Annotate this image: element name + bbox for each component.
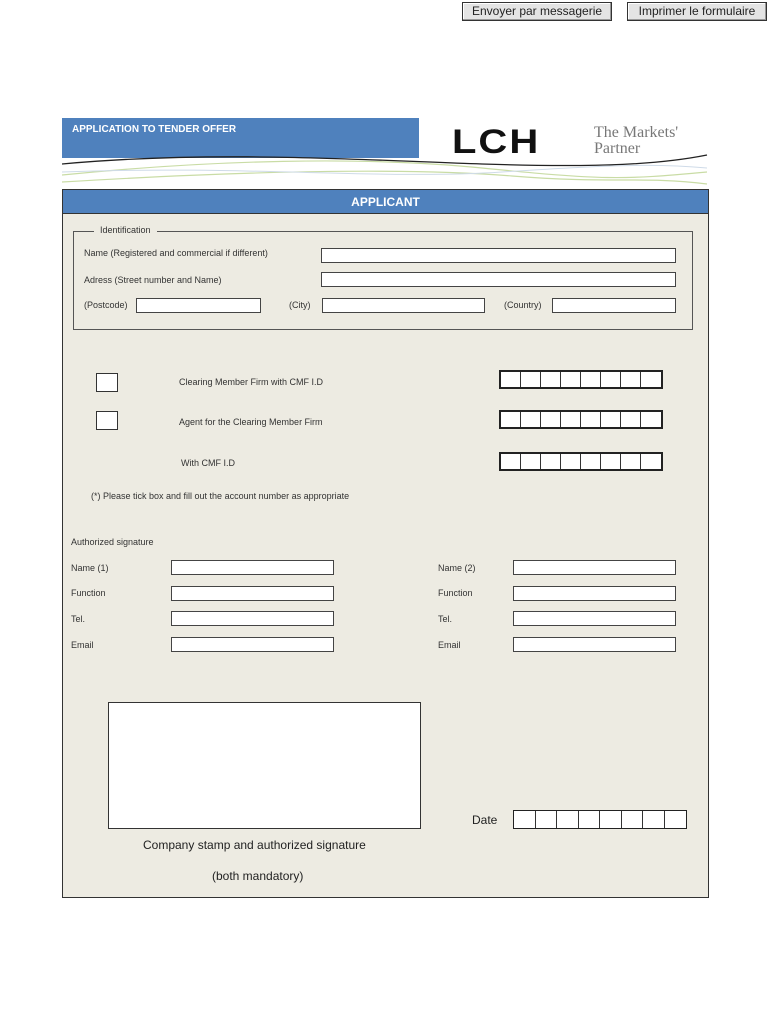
stamp-label: Company stamp and authorized signature	[143, 838, 366, 852]
agent-checkbox[interactable]	[96, 411, 118, 430]
email2-input[interactable]	[513, 637, 676, 652]
function2-input[interactable]	[513, 586, 676, 601]
date-field[interactable]	[513, 810, 687, 829]
date-label: Date	[472, 813, 498, 827]
function1-input[interactable]	[171, 586, 334, 601]
name1-label: Name (1)	[71, 563, 109, 573]
agent-id-field[interactable]	[499, 410, 663, 429]
tick-note: (*) Please tick box and fill out the account number as appropriate	[91, 491, 350, 501]
identification-group	[73, 225, 693, 330]
clearing-member-label: Clearing Member Firm with CMF I.D	[179, 377, 324, 387]
with-cmf-id-field[interactable]	[499, 452, 663, 471]
address-label: Adress (Street number and Name)	[84, 275, 222, 285]
function2-label: Function	[438, 588, 473, 598]
send-email-button[interactable]: Envoyer par messagerie	[462, 2, 612, 21]
stamp-signature-area[interactable]	[108, 702, 421, 829]
country-label: (Country)	[504, 300, 542, 310]
section-header: APPLICANT	[63, 190, 708, 214]
country-input[interactable]	[552, 298, 676, 313]
tel2-input[interactable]	[513, 611, 676, 626]
mandatory-note: (both mandatory)	[212, 869, 304, 883]
function1-label: Function	[71, 588, 106, 598]
postcode-label: (Postcode)	[84, 300, 128, 310]
clearing-member-checkbox[interactable]	[96, 373, 118, 392]
email1-input[interactable]	[171, 637, 334, 652]
decorative-waves	[62, 150, 710, 190]
tagline-line-1: The Markets'	[594, 124, 679, 141]
postcode-input[interactable]	[136, 298, 261, 313]
with-cmf-label: With CMF I.D	[181, 458, 235, 468]
address-input[interactable]	[321, 272, 676, 287]
authorized-signature-heading: Authorized signature	[71, 537, 154, 547]
email2-label: Email	[438, 640, 461, 650]
print-form-button[interactable]: Imprimer le formulaire	[627, 2, 767, 21]
name-label: Name (Registered and commercial if different)	[84, 248, 268, 258]
email1-label: Email	[71, 640, 94, 650]
form-title: APPLICATION TO TENDER OFFER	[62, 118, 419, 158]
name2-label: Name (2)	[438, 563, 476, 573]
name-input[interactable]	[321, 248, 676, 263]
agent-label: Agent for the Clearing Member Firm	[179, 417, 323, 427]
clearing-cmf-id-field[interactable]	[499, 370, 663, 389]
identification-legend: Identification	[94, 225, 157, 235]
city-input[interactable]	[322, 298, 485, 313]
tagline-line-2: Partner	[594, 140, 641, 157]
city-label: (City)	[289, 300, 311, 310]
tel2-label: Tel.	[438, 614, 453, 624]
tel1-input[interactable]	[171, 611, 334, 626]
lch-logo: LCH	[452, 123, 541, 161]
applicant-panel	[62, 189, 709, 898]
tel1-label: Tel.	[71, 614, 86, 624]
name2-input[interactable]	[513, 560, 676, 575]
name1-input[interactable]	[171, 560, 334, 575]
